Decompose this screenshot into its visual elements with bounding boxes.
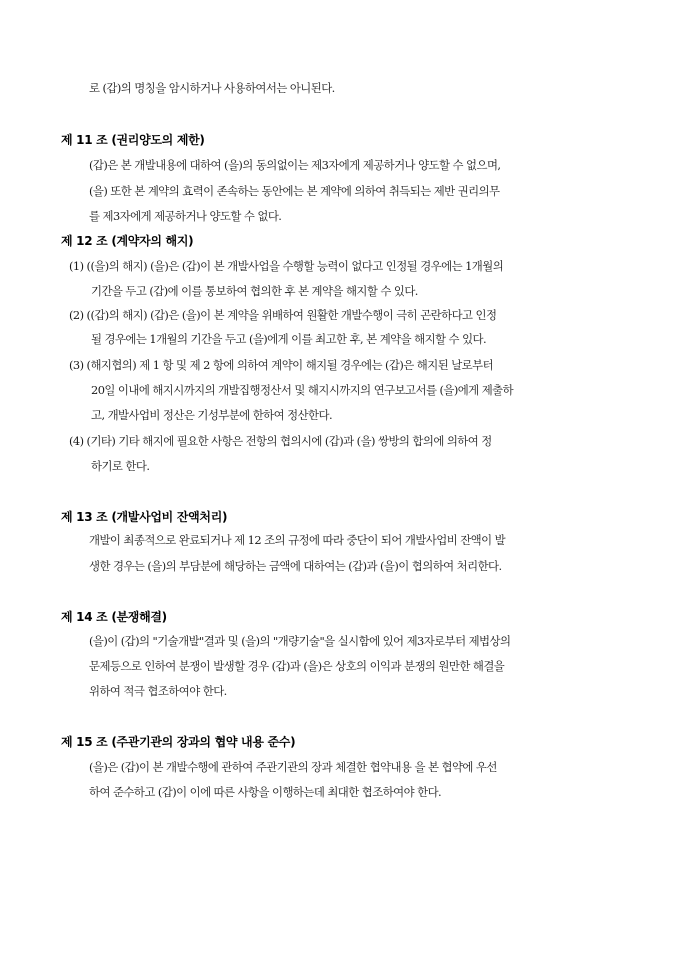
text-line: (2) ((갑)의 해지) (갑)은 (을)이 본 계약을 위배하여 원활한 개발수행이 극히 곤란하다고 인정 <box>69 308 497 322</box>
text-line: (1) ((을)의 해지) (을)은 (갑)이 본 개발사업을 수행할 능력이 없다고 인정될 경우에는 1개월의 <box>69 259 504 273</box>
text-line: 고, 개발사업비 정산은 기성부분에 한하여 정산한다. <box>91 408 333 422</box>
text-line: (갑)은 본 개발내용에 대하여 (을)의 동의없이는 제3자에게 제공하거나 양도할 수 없으며, <box>89 158 501 172</box>
article-13-heading: 제 13 조 (개발사업비 잔액처리) <box>61 510 228 524</box>
article-12-heading: 제 12 조 (계약자의 해지) <box>61 234 194 248</box>
text-line: 하기로 한다. <box>91 459 150 473</box>
text-line: 될 경우에는 1개월의 기간을 두고 (을)에게 이를 최고한 후, 본 계약을 해지할 수 있다. <box>91 332 487 346</box>
text-line: 개발이 최종적으로 완료되거나 제 12 조의 규정에 따라 중단이 되어 개발사업비 잔액이 발 <box>89 533 506 547</box>
text-line: (을)이 (갑)의 "기술개발"결과 및 (을)의 "개량기술"을 실시함에 있어 제3자로부터 제법상의 <box>89 634 511 648</box>
text-line: 로 (갑)의 명칭을 암시하거나 사용하여서는 아니된다. <box>89 81 335 95</box>
text-line: 기간을 두고 (갑)에 이를 통보하여 협의한 후 본 계약을 해지할 수 있다. <box>91 284 418 298</box>
text-line: 생한 경우는 (을)의 부담분에 해당하는 금액에 대하여는 (갑)과 (을)이 협의하여 처리한다. <box>89 559 502 573</box>
text-line: (을) 또한 본 계약의 효력이 존속하는 동안에는 본 계약에 의하여 취득되는 제반 권리의무 <box>89 184 500 198</box>
text-line: 를 제3자에게 제공하거나 양도할 수 없다. <box>89 209 282 223</box>
text-line: (4) (기타) 기타 해지에 필요한 사항은 전항의 협의시에 (갑)과 (을) 쌍방의 합의에 의하여 정 <box>69 434 492 448</box>
article-14-heading: 제 14 조 (분쟁해결) <box>61 610 167 624</box>
article-11-heading: 제 11 조 (권리양도의 제한) <box>61 133 205 147</box>
text-line: (을)은 (갑)이 본 개발수행에 관하여 주관기관의 장과 체결한 협약내용 을 본 협약에 우선 <box>89 760 497 774</box>
text-line: (3) (해지협의) 제 1 항 및 제 2 항에 의하여 계약이 해지될 경우에는 (갑)은 해지된 날로부터 <box>69 358 494 372</box>
article-15-heading: 제 15 조 (주관기관의 장과의 협약 내용 준수) <box>61 735 296 749</box>
text-line: 문제등으로 인하여 분쟁이 발생할 경우 (갑)과 (을)은 상호의 이익과 분쟁의 원만한 해결을 <box>89 659 505 673</box>
text-line: 하여 준수하고 (갑)이 이에 따른 사항을 이행하는데 최대한 협조하여야 한다. <box>89 785 442 799</box>
text-line: 위하여 적극 협조하여야 한다. <box>89 684 227 698</box>
text-line: 20일 이내에 해지시까지의 개발집행정산서 및 해지시까지의 연구보고서를 (을)에게 제출하 <box>91 383 514 397</box>
